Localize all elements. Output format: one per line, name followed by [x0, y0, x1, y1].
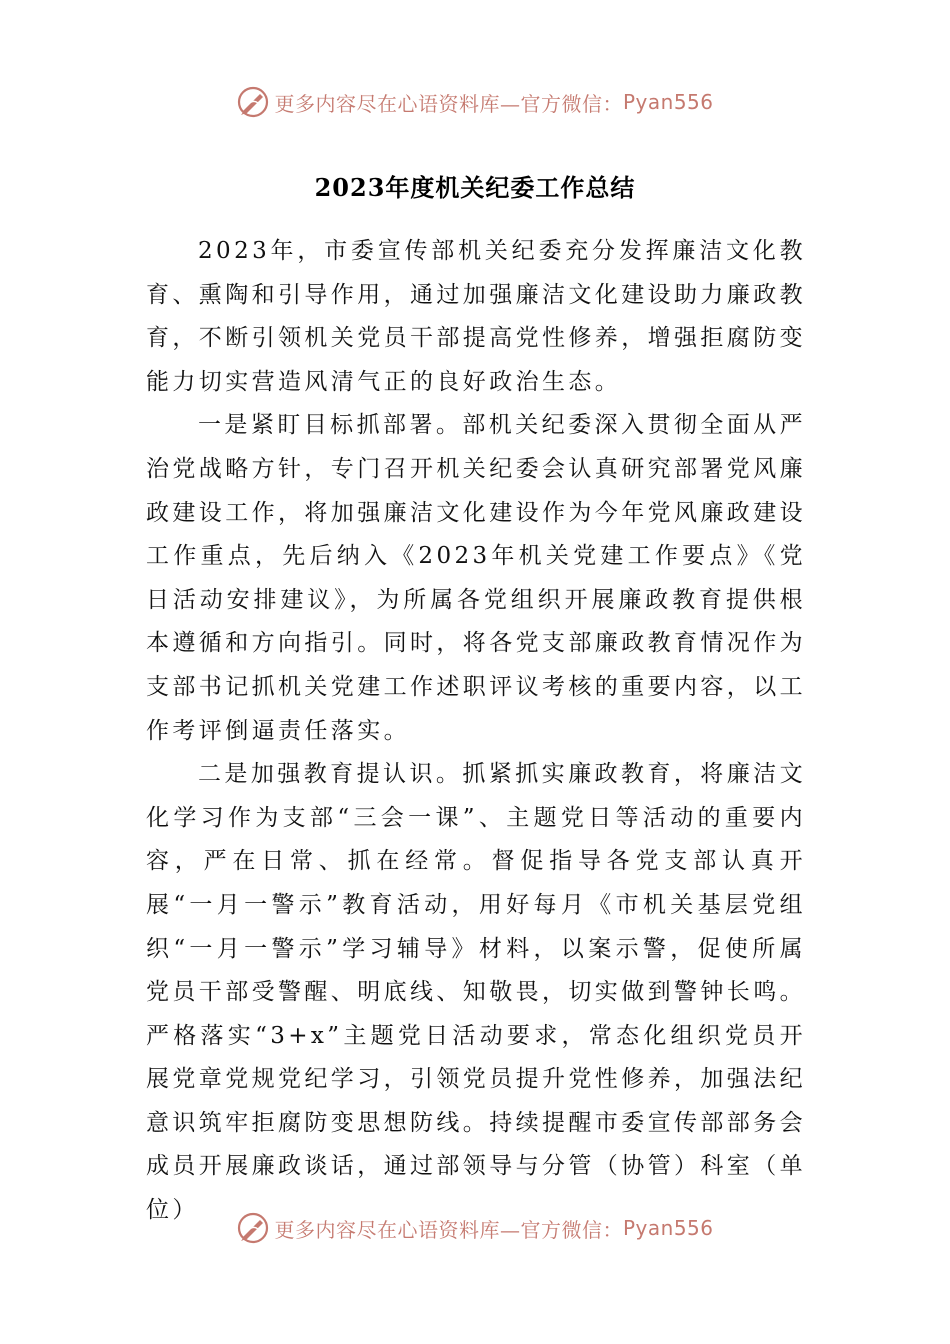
paragraph-deployment: 一是紧盯目标抓部署。部机关纪委深入贯彻全面从严治党战略方针，专门召开机关纪委会认真研究部署党风廉政建设工作，将加强廉洁文化建设作为今年党风廉政建设工作重点，先后纳入《2023年机关党建工作要点》《党日活动安排建议》，为所属各党组织开展廉政教育提供根本遵循和方向指引。同时，将各党支部廉政教育情况作为支部书记抓机关党建工作述职评议考核的重要内容，以工作考评倒逼责任落实。 — [146, 412, 806, 744]
document-title: 2023年度机关纪委工作总结 — [314, 173, 636, 202]
paragraph-education: 二是加强教育提认识。抓紧抓实廉政教育，将廉洁文化学习作为支部“三会一课”、主题党日等活动的重要内容，严在日常、抓在经常。督促指导各党支部认真开展“一月一警示”教育活动，用好每月《市机关基层党组织“一月一警示”学习辅导》材料，以案示警，促使所属党员干部受警醒、明底线、知敬畏，切实做到警钟长鸣。严格落实“3+x”主题党日活动要求，常态化组织党员开展党章党规党纪学习，引领党员提升党性修养，加强法纪意识筑牢拒腐防变思想防线。持续提醒市委宣传部部务会成员开展廉政谈话，通过部领导与分管（协管）科室（单位） — [146, 761, 806, 1224]
watermark-text: 更多内容尽在心语资料库—官方微信： — [274, 1217, 623, 1242]
pen-logo-icon — [236, 1211, 270, 1245]
header-watermark — [0, 82, 950, 122]
watermark-wechat-id: Pyan556 — [622, 1216, 714, 1240]
paragraph-intro: 2023年，市委宣传部机关纪委充分发挥廉洁文化教育、熏陶和引导作用，通过加强廉洁文化建设助力廉政教育，不断引领机关党员干部提高党性修养，增强拒腐防变能力切实营造风清气正的良好政治生态。 — [146, 238, 806, 395]
footer-watermark — [0, 1208, 950, 1248]
document-body — [146, 230, 806, 1233]
watermark-wechat-id: Pyan556 — [622, 90, 714, 114]
pen-logo-icon — [236, 85, 270, 119]
watermark-text: 更多内容尽在心语资料库—官方微信： — [274, 91, 623, 116]
